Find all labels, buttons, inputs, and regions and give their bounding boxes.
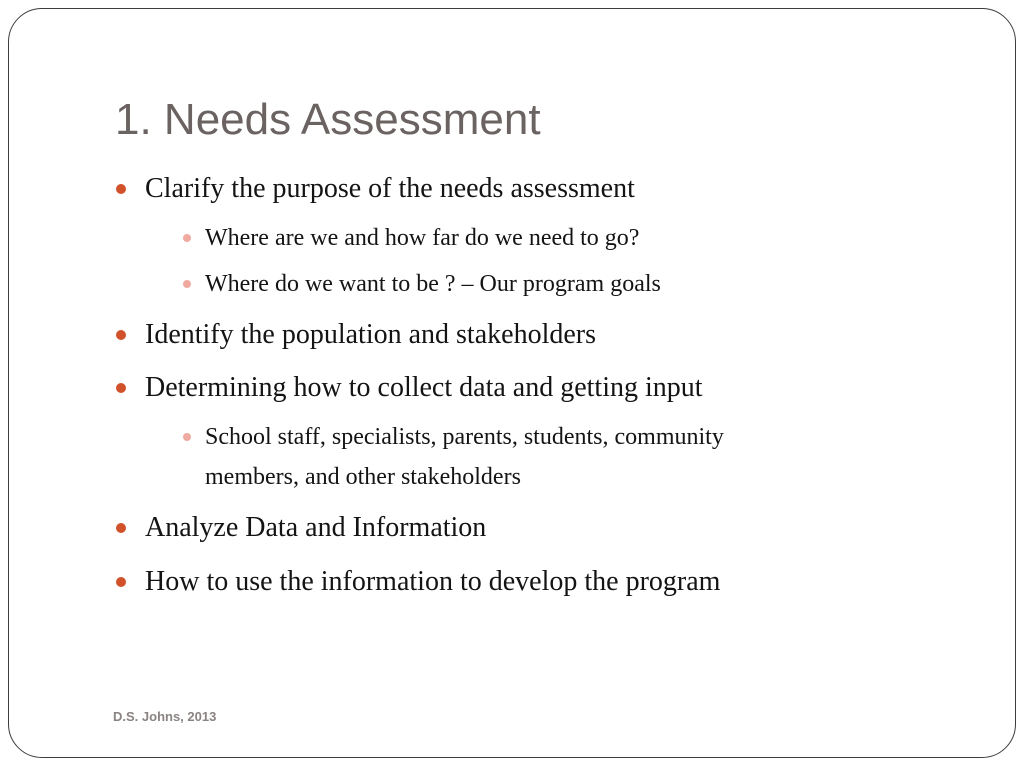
sub-bullet-item	[205, 264, 661, 304]
sub-bullet-text-line-1: School staff, specialists, parents, students, community	[205, 424, 724, 450]
sub-bullet-text: Where do we want to be ? – Our program goals	[205, 271, 661, 297]
bullet-item	[145, 371, 703, 405]
sub-bullet-text-line-2: members, and other stakeholders	[205, 464, 521, 490]
slide-footer: D.S. Johns, 2013	[113, 709, 217, 724]
bullet-item	[145, 511, 486, 545]
sub-bullet-dot-icon	[183, 280, 191, 288]
bullet-text: Clarify the purpose of the needs assessment	[145, 173, 635, 204]
bullet-text: Identify the population and stakeholders	[145, 319, 596, 350]
bullet-dot-icon	[116, 577, 126, 587]
bullet-item	[145, 565, 720, 599]
slide-title: 1. Needs Assessment	[115, 95, 541, 144]
bullet-item	[145, 172, 635, 206]
sub-bullet-dot-icon	[183, 234, 191, 242]
sub-bullet-text: Where are we and how far do we need to go?	[205, 225, 640, 251]
bullet-dot-icon	[116, 383, 126, 393]
bullet-text: Analyze Data and Information	[145, 512, 487, 543]
sub-bullet-item	[205, 417, 724, 497]
bullet-dot-icon	[116, 330, 126, 340]
bullet-item	[145, 318, 596, 352]
sub-bullet-dot-icon	[183, 433, 191, 441]
bullet-dot-icon	[116, 184, 126, 194]
sub-bullet-item	[205, 218, 639, 258]
bullet-text: Determining how to collect data and getting input	[145, 372, 703, 403]
bullet-text: How to use the information to develop the program	[145, 566, 721, 597]
bullet-dot-icon	[116, 523, 126, 533]
